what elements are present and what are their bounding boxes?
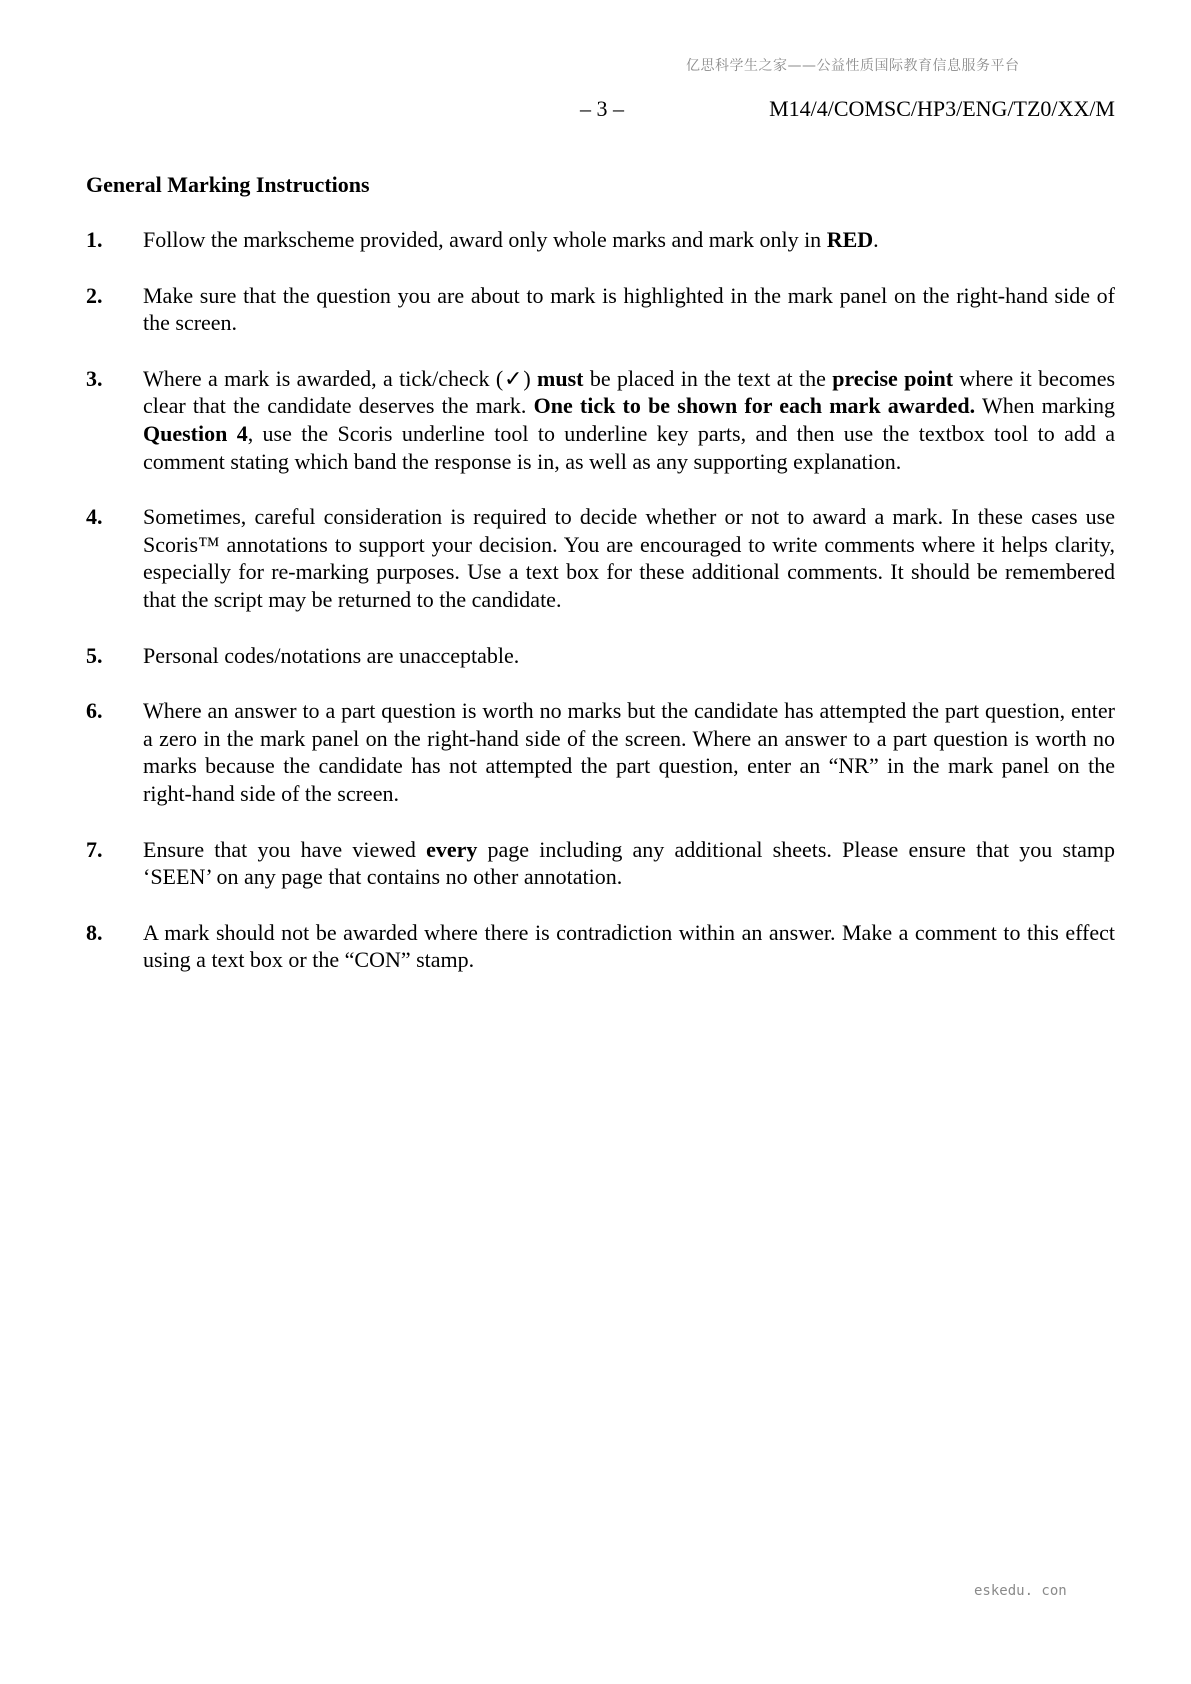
- text-segment: , use the Scoris underline tool to underline key parts, and then use the textbox tool to add a comment stating which band the response is in, as well as any supporting explanation.: [143, 420, 1115, 474]
- watermark-bottom: eskedu. con: [974, 1583, 1067, 1599]
- document-code: M14/4/COMSC/HP3/ENG/TZ0/XX/M: [769, 96, 1115, 121]
- instruction-item: [86, 697, 1115, 807]
- text-segment: Sometimes, careful consideration is required to decide whether or not to award a mark. In these cases use Scoris™ annotations to support your decision. You are encouraged to write comments where it helps clarity, especially for re-marking purposes. Use a text box for these additional comments. It should be remembered that the script may be returned to the candidate.: [143, 504, 1115, 612]
- instructions-list: [86, 226, 1115, 1002]
- instruction-number: 8.: [86, 919, 103, 945]
- instruction-number: 2.: [86, 282, 103, 308]
- text-segment: be placed in the text at the: [583, 365, 833, 391]
- instruction-text: [143, 504, 1115, 612]
- text-segment: .: [873, 227, 879, 252]
- text-segment: where it becomes clear that the candidate deserves the mark.: [143, 365, 1116, 419]
- text-segment: Personal codes/notations are unacceptable.: [143, 642, 520, 668]
- instruction-item: [86, 282, 1115, 337]
- text-segment: Ensure that you have viewed: [143, 836, 427, 862]
- text-segment: Where an answer to a part question is worth no marks but the candidate has attempted the part question, enter a zero in the mark panel on the right-hand side of the screen. Where an answer to a part question is worth no marks because the candidate has not attempted the part question, enter an “NR” in the mark panel on the right-hand side of the screen.: [143, 698, 1115, 806]
- instruction-number: 6.: [86, 698, 103, 724]
- emphasis-text: RED: [826, 227, 874, 252]
- emphasis-text: precise point: [832, 365, 954, 391]
- instruction-text: [143, 920, 1115, 973]
- instruction-number: 5.: [86, 642, 103, 668]
- emphasis-text: every: [426, 836, 478, 862]
- instruction-text: [143, 366, 1115, 474]
- instruction-number: 1.: [86, 227, 103, 252]
- instruction-text: [143, 227, 879, 252]
- page-number: – 3 –: [580, 96, 624, 121]
- instruction-item: [86, 919, 1115, 974]
- instruction-item: [86, 836, 1115, 891]
- instruction-text: [143, 283, 1115, 336]
- emphasis-text: One tick to be shown for each mark awarded.: [533, 393, 976, 419]
- emphasis-text: must: [537, 365, 584, 391]
- text-segment: Make sure that the question you are about to mark is highlighted in the mark panel on the right-hand side of the screen.: [143, 282, 1115, 336]
- text-segment: When marking: [975, 393, 1115, 419]
- instruction-number: 7.: [86, 836, 103, 862]
- instruction-number: 4.: [86, 504, 103, 530]
- instruction-text: [143, 837, 1115, 890]
- instruction-item: [86, 642, 1115, 670]
- instruction-item: [86, 226, 1115, 254]
- text-segment: Follow the markscheme provided, award only whole marks and mark only in: [143, 227, 827, 252]
- page-header: [0, 96, 1191, 126]
- text-segment: page including any additional sheets. Please ensure that you stamp ‘SEEN’ on any page that contains no other annotation.: [143, 836, 1115, 890]
- text-segment: Where a mark is awarded, a tick/check (✓): [143, 365, 538, 391]
- text-segment: A mark should not be awarded where there is contradiction within an answer. Make a comment to this effect using a text box or the “CON” stamp.: [143, 919, 1115, 973]
- instruction-item: [86, 503, 1115, 613]
- instruction-text: [143, 643, 519, 668]
- instruction-item: [86, 365, 1115, 475]
- instruction-text: [143, 698, 1115, 806]
- watermark-top: 亿思科学生之家——公益性质国际教育信息服务平台: [686, 58, 1020, 74]
- section-title: General Marking Instructions: [86, 172, 370, 197]
- instruction-number: 3.: [86, 365, 103, 391]
- emphasis-text: Question 4: [143, 420, 248, 446]
